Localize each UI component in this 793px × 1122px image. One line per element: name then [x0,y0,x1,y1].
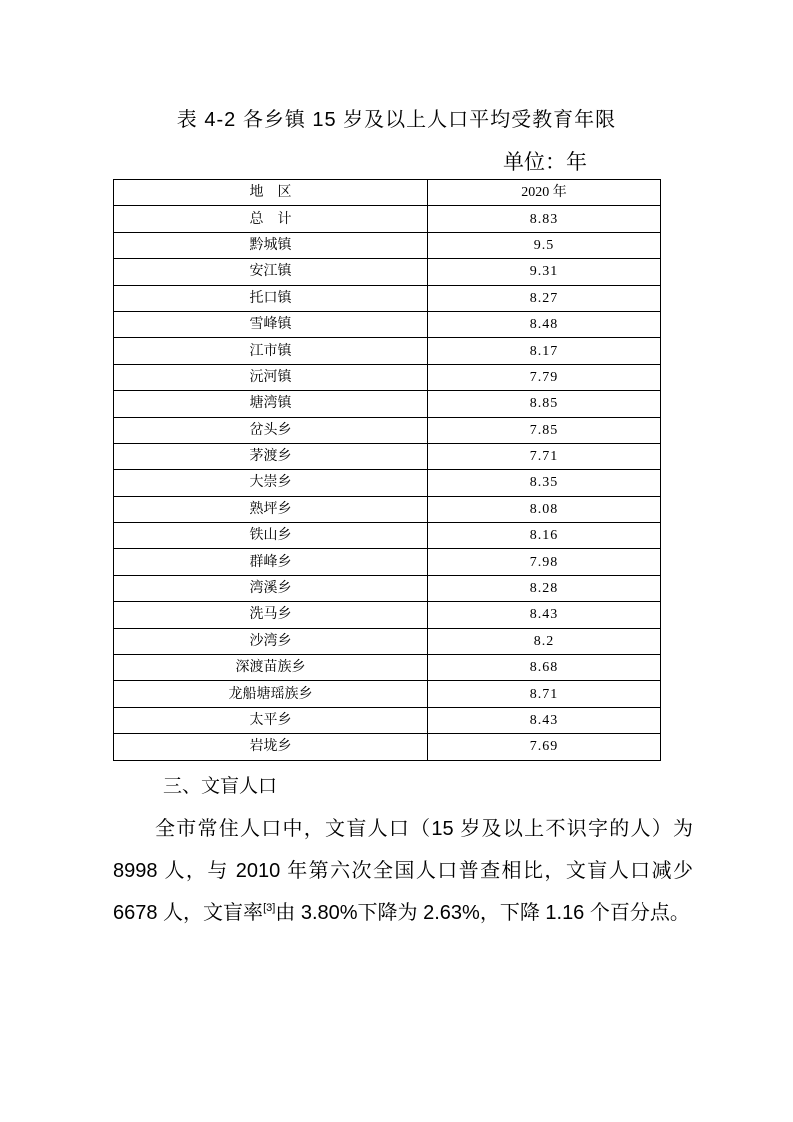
region-value: 7.85 [428,417,661,443]
table-row [114,602,661,628]
region-value: 8.71 [428,681,661,707]
region-name: 群峰乡 [114,549,428,575]
region-value: 7.79 [428,364,661,390]
table-row [114,681,661,707]
footnote-reference[interactable]: [3] [263,902,276,914]
region-name: 龙船塘瑶族乡 [114,681,428,707]
region-value: 9.31 [428,259,661,285]
region-value: 8.27 [428,285,661,311]
table-row [114,549,661,575]
table-row [114,655,661,681]
table-row [114,707,661,733]
region-name: 安江镇 [114,259,428,285]
table-row [114,443,661,469]
table-header-row [114,180,661,206]
region-name: 岔头乡 [114,417,428,443]
region-name: 洗马乡 [114,602,428,628]
region-value: 8.08 [428,496,661,522]
region-name: 大崇乡 [114,470,428,496]
table-row [114,628,661,654]
table-row [114,338,661,364]
table-row [114,575,661,601]
region-value: 8.35 [428,470,661,496]
region-value: 8.48 [428,311,661,337]
education-years-table [113,179,661,761]
table-row [114,417,661,443]
region-value: 8.16 [428,523,661,549]
unit-label: 单位：年 [503,151,587,174]
region-name: 江市镇 [114,338,428,364]
table-row [114,523,661,549]
region-value: 7.69 [428,734,661,760]
region-name: 湾溪乡 [114,575,428,601]
region-value: 8.43 [428,602,661,628]
table-row [114,285,661,311]
region-value: 8.2 [428,628,661,654]
region-name: 熟坪乡 [114,496,428,522]
region-value: 8.68 [428,655,661,681]
table-row [114,496,661,522]
section-heading: 三、文盲人口 [163,776,278,797]
region-name: 深渡苗族乡 [114,655,428,681]
region-name: 太平乡 [114,707,428,733]
illiteracy-paragraph [113,808,693,934]
table-title: 表 4-2 各乡镇 15 岁及以上人口平均受教育年限 [176,109,617,131]
region-value: 8.83 [428,206,661,232]
table-row [114,232,661,258]
region-value: 8.17 [428,338,661,364]
paragraph-text-before-note: 全市常住人口中，文盲人口（15 岁及以上不识字的人）为 8998 人，与 2010 年第六次全国人口普查相比，文盲人口减少 6678 人，文盲率 [113,818,693,924]
region-name: 岩垅乡 [114,734,428,760]
table-row [114,311,661,337]
region-name: 沙湾乡 [114,628,428,654]
region-name: 黔城镇 [114,232,428,258]
region-name: 总 计 [114,206,428,232]
table-row [114,364,661,390]
region-value: 8.43 [428,707,661,733]
region-name: 沅河镇 [114,364,428,390]
region-value: 9.5 [428,232,661,258]
region-value: 8.28 [428,575,661,601]
header-year: 2020 年 [428,180,661,206]
region-name: 雪峰镇 [114,311,428,337]
table-row [114,734,661,760]
table-row [114,206,661,232]
table-row [114,470,661,496]
region-name: 塘湾镇 [114,391,428,417]
region-name: 托口镇 [114,285,428,311]
region-value: 8.85 [428,391,661,417]
header-region: 地 区 [114,180,428,206]
region-name: 铁山乡 [114,523,428,549]
region-name: 茅渡乡 [114,443,428,469]
region-value: 7.98 [428,549,661,575]
region-value: 7.71 [428,443,661,469]
paragraph-text-after-note: 由 3.80%下降为 2.63%，下降 1.16 个百分点。 [275,902,690,924]
table-row [114,391,661,417]
table-row [114,259,661,285]
